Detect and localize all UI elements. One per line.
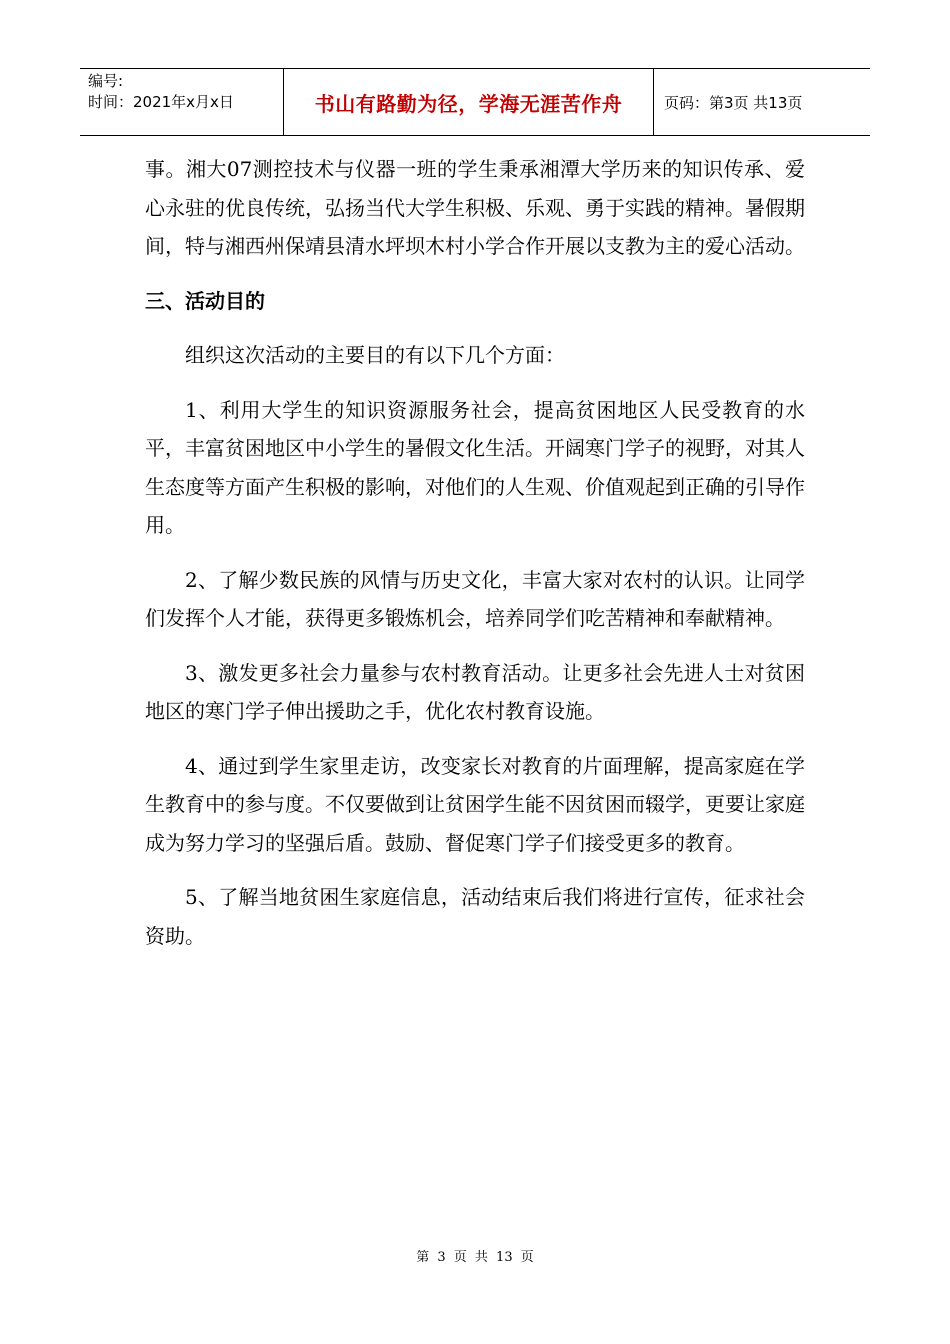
list-item-4: 4、通过到学生家里走访，改变家长对教育的片面理解，提高家庭在学生教育中的参与度。不仅要做到让贫困学生能不因贫困而辍学，更要让家庭成为努力学习的坚强后盾。鼓励、督促寒门学子们接受更多的教育。 — [145, 753, 805, 855]
list-item-2: 2、了解少数民族的风情与历史文化，丰富大家对农村的认识。让同学们发挥个人才能，获得更多锻炼机会，培养同学们吃苦精神和奉献精神。 — [145, 567, 805, 630]
motto-text: 书山有路勤为径，学海无涯苦作舟 — [314, 91, 623, 116]
header-meta — [80, 69, 284, 135]
page-header — [80, 68, 870, 136]
header-motto — [284, 69, 654, 135]
document-time-label: 时间：2021年x月x日 — [88, 93, 234, 111]
section-heading: 三、活动目的 — [145, 288, 265, 313]
paragraph-intro: 组织这次活动的主要目的有以下几个方面： — [185, 343, 565, 367]
page-footer — [0, 1246, 950, 1265]
document-body — [145, 150, 805, 955]
page-info-text: 页码：第3页 共13页 — [664, 93, 803, 112]
paragraph-continuation: 事。湘大07测控技术与仪器一班的学生秉承湘潭大学历来的知识传承、爱心永驻的优良传统，弘扬当代大学生积极、乐观、勇于实践的精神。暑假期间，特与湘西州保靖县清水坪坝木村小学合作开展以支教为主的爱心活动。 — [145, 157, 805, 258]
list-item-5: 5、了解当地贫困生家庭信息，活动结束后我们将进行宣传，征求社会资助。 — [145, 885, 805, 948]
list-item-3: 3、激发更多社会力量参与农村教育活动。让更多社会先进人士对贫困地区的寒门学子伸出援助之手，优化农村教育设施。 — [145, 660, 805, 723]
footer-page-number: 第 3 页 共 13 页 — [416, 1250, 534, 1265]
document-number-label: 编号: — [88, 72, 124, 90]
header-page-info — [654, 69, 870, 135]
list-item-1: 1、利用大学生的知识资源服务社会，提高贫困地区人民受教育的水平，丰富贫困地区中小学生的暑假文化生活。开阔寒门学子的视野，对其人生态度等方面产生积极的影响，对他们的人生观、价值观起到正确的引导作用。 — [145, 397, 805, 537]
